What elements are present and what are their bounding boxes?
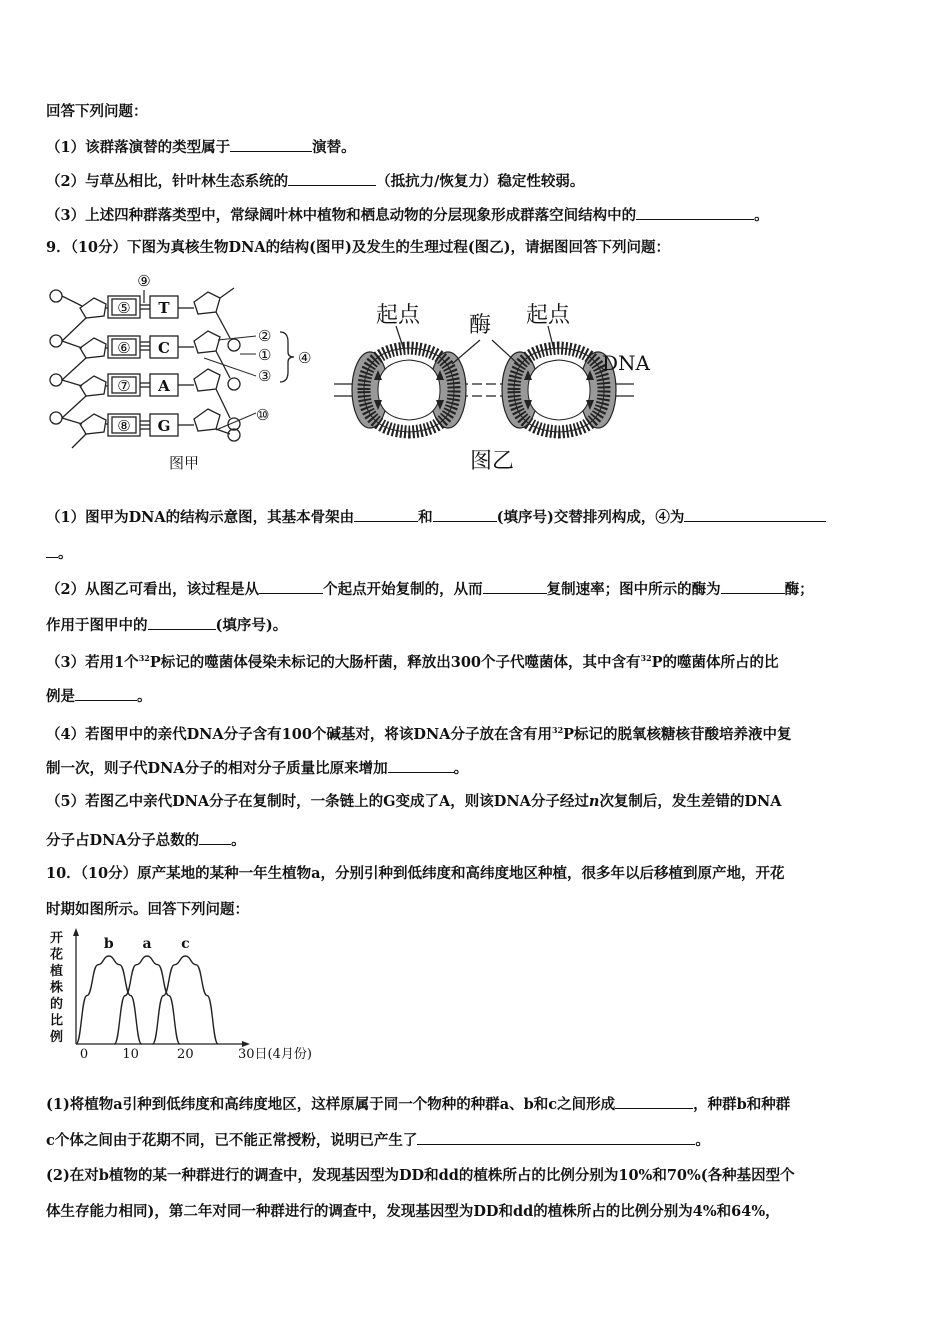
q8-part2-post: （抵抗力/恢复力）稳定性较弱。 [376,173,585,190]
q9-part1-c: (填序号)交替排列构成，④为 [496,509,685,526]
q9-part3-sup2: 32 [640,653,652,663]
answer-blank[interactable] [259,578,323,594]
series-curves [76,956,218,1044]
q10-part1-a: (1)将植物a引种到低纬度和高纬度地区，这样原属于同一个物种的种群a、b和c之间形成 [46,1096,616,1113]
replication-bubble-left [352,348,466,432]
answer-blank[interactable] [636,204,754,220]
y-label-char: 花 [50,947,64,963]
q10-part2-cont: 体生存能力相同)，第二年对同一种群进行的调查中，发现基因型为DD和dd的植株所占的比例分别为4%和64%， [46,1203,780,1220]
series-label-c: c [181,936,190,952]
intro-text: 回答下列问题： [46,103,148,120]
q8-part2 [46,170,584,192]
num-8: ⑧ [117,417,131,435]
q9-part3-b: P标记的噬菌体侵染未标记的大肠杆菌，释放出300个子代噬菌体，其中含有 [149,654,641,671]
num-3: ③ [258,367,272,385]
q9-part2-cont-a: 作用于图甲中的 [46,617,148,634]
q9-part2 [46,578,814,600]
label-origin-left: 起点 [375,303,421,328]
q9-part4-b: P标记的脱氧核糖核苷酸培养液中复 [563,726,792,743]
x-tick-20: 20 [177,1047,194,1062]
label-enzyme: 酶 [468,313,492,338]
q10-part2: (2)在对b植物的某一种群进行的调查中，发现基因型为DD和dd的植株所占的比例分别为10%和70%(各种基因型个 [46,1167,795,1184]
base-C: C [158,339,170,357]
backbone-right [178,288,240,441]
q9-part2-cont [46,614,287,636]
q9-part4-cont-a: 制一次，则子代DNA分子的相对分子质量比原来增加 [46,760,388,777]
figure-replication [334,290,664,478]
q10-stem-2: 时期如图所示。回答下列问题： [46,901,249,918]
q9-part4-cont [46,757,468,779]
q8-part3-post: 。 [754,207,769,224]
q8-part1-post: 演替。 [312,139,356,156]
y-label-char: 例 [50,1030,64,1045]
q9-part2-d: 酶； [784,581,814,598]
num-6: ⑥ [117,339,131,357]
curve-a [114,956,180,1044]
q9-part2-b: 个起点开始复制的，从而 [323,581,483,598]
backbone-left [50,290,108,448]
q9-part5-cont-b: 。 [231,832,246,849]
q9-part3-c: P的噬菌体所占的比 [651,654,779,671]
q9-part1 [46,506,826,528]
base-G: G [157,417,171,435]
q9-part2-cont-b: (填序号)。 [215,617,288,634]
curve-b [76,956,142,1044]
series-labels [104,936,190,952]
label-dna: DNA [602,351,650,375]
x-tick-0: 0 [79,1047,89,1062]
q8-part3 [46,204,769,226]
answer-blank[interactable] [388,757,454,773]
y-label-char: 植 [50,964,64,979]
q9-stem: 9．（10分）下图为真核生物DNA的结构(图甲)及发生的生理过程(图乙)，请据图回答下列问题： [46,239,671,256]
base-pairs [108,296,178,436]
caption-jia: 图甲 [168,454,200,472]
q8-part2-pre: （2）与草丛相比，针叶林生态系统的 [46,173,289,190]
answer-blank[interactable] [615,1093,693,1109]
answer-blank[interactable] [483,578,547,594]
q9-part3-cont-b: 。 [137,688,152,705]
q8-part1-pre: （1）该群落演替的类型属于 [46,139,231,156]
y-label-char: 株 [50,980,64,996]
q10-part1-b: ，种群b和种群 [693,1096,791,1113]
q8-part1 [46,136,356,158]
brace [280,332,294,382]
replication-bubble-right [502,348,616,432]
base-T: T [158,299,170,317]
series-label-b: b [103,936,114,952]
answer-blank[interactable] [75,685,137,701]
answer-blank[interactable] [230,136,312,152]
num-1: ① [258,346,272,364]
q10-part1-cont-b: 。 [695,1132,710,1149]
num-4: ④ [298,349,312,367]
answer-blank[interactable] [417,1129,695,1145]
q9-part3-cont-a: 例是 [46,688,75,705]
x-tick-10: 10 [122,1047,139,1062]
num-10: ⑩ [256,406,270,424]
x-tick-labels [80,1047,194,1062]
q9-part4-a: （4）若图甲中的亲代DNA分子含有100个碱基对，将该DNA分子放在含有用 [46,726,553,743]
answer-blank[interactable] [433,506,497,522]
num-9: ⑨ [137,272,151,290]
y-label-char: 比 [50,1013,64,1029]
label-origin-right: 起点 [525,303,571,328]
q9-part4 [46,720,792,745]
q9-part3 [46,648,779,673]
q9-part3-a: （3）若用1个 [46,654,139,671]
answer-blank[interactable] [148,614,216,630]
q10-part1 [46,1093,790,1115]
curve-c [153,956,219,1044]
series-label-a: a [142,936,152,952]
q9-part2-c: 复制速率；图中所示的酶为 [546,581,721,598]
caption-yi: 图乙 [469,449,515,474]
q9-part5-a: （5）若图乙中亲代DNA分子在复制时，一条链上的G变成了A，则该DNA分子经过 [46,793,589,810]
q9-part3-sup1: 32 [138,653,150,663]
q10-stem-1: 10．（10分）原产某地的某种一年生植物a，分别引种到低纬度和高纬度地区种植，很多年以后移植到原产地，开花 [46,865,785,882]
q9-part5-b: 次复制后，发生差错的DNA [599,793,782,810]
y-label-char: 开 [50,931,64,946]
q9-part4-cont-b: 。 [453,760,469,777]
q9-part1-end: 。 [58,545,73,562]
answer-blank[interactable] [684,506,826,522]
q9-part1-b: 和 [418,509,433,526]
q9-part5-n: n [588,793,600,810]
base-A: A [158,377,170,395]
y-label-char: 的 [50,997,64,1012]
q10-part1-cont-a: c个体之间由于花期不同，已不能正常授粉，说明已产生了 [46,1132,418,1149]
answer-blank[interactable] [199,829,231,845]
q8-part3-pre: （3）上述四种群落类型中，常绿阔叶林中植物和栖息动物的分层现象形成群落空间结构中的 [46,207,637,224]
flowering-chart [44,928,312,1064]
q9-part3-cont [46,685,152,707]
num-7: ⑦ [117,377,131,395]
q9-part1-a: （1）图甲为DNA的结构示意图，其基本骨架由 [46,509,355,526]
q9-part5-cont [46,829,246,851]
answer-blank[interactable] [354,506,418,522]
figure-dna-structure [44,268,324,478]
num-2: ② [258,327,272,345]
answer-blank[interactable] [288,170,376,186]
q9-part1-cont [46,542,73,564]
num-5: ⑤ [117,299,131,317]
q9-part2-a: （2）从图乙可看出，该过程是从 [46,581,260,598]
x-axis-label: 30日(4月份) [238,1047,312,1062]
q10-part1-cont [46,1129,710,1151]
answer-blank[interactable] [721,578,785,594]
y-axis-arrow [73,928,79,936]
answer-blank[interactable] [46,542,58,558]
y-axis-label [49,930,63,1045]
right-numbers [256,327,271,424]
q9-part5 [46,792,782,812]
q9-part4-sup: 32 [552,725,564,735]
q9-part5-cont-a: 分子占DNA分子总数的 [46,832,200,849]
